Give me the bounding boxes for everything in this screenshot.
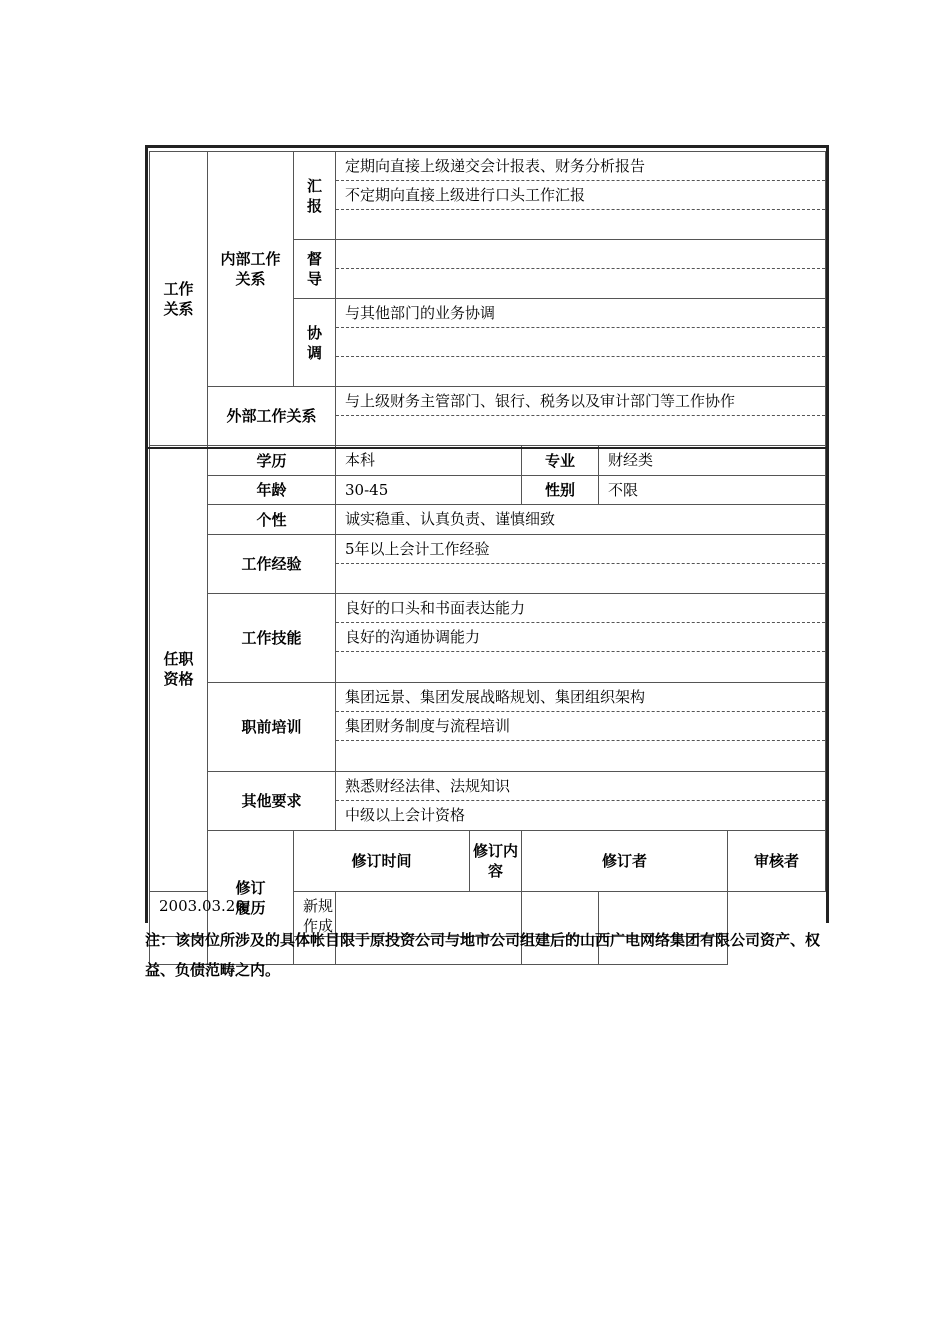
revision-category-line2: 履历 [235,898,266,917]
frame-right-border [826,145,829,923]
internal-relations-label-line2: 关系 [235,270,266,288]
supervise-line [336,269,825,298]
experience-line [336,564,825,593]
job-description-table [149,151,826,965]
training-line [336,741,825,770]
frame-top-border [145,145,829,148]
work-relations-category-line2: 关系 [163,299,194,318]
qualifications-category-line2: 资格 [163,669,194,688]
report-line [336,210,825,239]
other-requirements-line: 中级以上会计资格 [345,806,466,824]
supervise-label-char2: 导 [306,270,322,288]
external-lines [336,387,826,446]
age-label: 年龄 [208,476,336,505]
frame-left-border [145,145,148,923]
training-label: 职前培训 [208,683,336,772]
skills-line: 良好的沟通协调能力 [336,623,825,652]
coordinate-label-char1: 协 [306,323,322,342]
education-label: 学历 [208,446,336,476]
training-lines [336,683,826,772]
skills-label: 工作技能 [208,594,336,683]
education-value: 本科 [336,446,522,476]
report-line: 不定期向直接上级进行口头工作汇报 [336,181,825,210]
other-requirements-label: 其他要求 [208,772,336,831]
coordinate-label [294,299,336,387]
section-separator [145,447,829,449]
work-relations-category-line1: 工作 [163,279,194,298]
report-label [294,152,336,240]
skills-line: 良好的口头和书面表达能力 [336,594,825,623]
supervise-label-char1: 督 [306,250,322,268]
coordinate-line [336,328,825,357]
revision-header-reviewer: 审核者 [728,831,826,892]
internal-relations-label [208,152,294,387]
other-requirements-lines [336,772,826,831]
skills-line [336,652,825,681]
revision-cell-content: 新规作成 [294,892,336,937]
coordinate-lines [336,299,826,387]
report-label-char2: 报 [306,196,322,215]
supervise-line [336,240,825,269]
personality-value: 诚实稳重、认真负责、谨慎细致 [336,505,826,535]
personality-label: 个性 [208,505,336,535]
revision-header-reviser: 修订者 [522,831,728,892]
experience-lines [336,535,826,594]
experience-label: 工作经验 [208,535,336,594]
report-line: 定期向直接上级递交会计报表、财务分析报告 [336,152,825,181]
major-label: 专业 [522,446,599,476]
age-value: 30-45 [336,476,522,505]
qualifications-category [150,446,208,892]
supervise-label [294,240,336,299]
experience-line: 5年以上会计工作经验 [336,535,825,564]
revision-cell-time: 2003.03.20 [150,892,294,937]
revision-header-content: 修订内容 [470,831,522,892]
training-line: 集团远景、集团发展战略规划、集团组织架构 [336,683,825,712]
skills-lines [336,594,826,683]
external-line [336,416,825,445]
external-relations-label: 外部工作关系 [208,387,336,446]
work-relations-category [150,152,208,446]
report-lines [336,152,826,240]
internal-relations-label-line1: 内部工作 [220,250,281,268]
report-label-char1: 汇 [306,176,322,195]
job-description-sheet [145,145,829,935]
external-line: 与上级财务主管部门、银行、税务以及审计部门等工作协作 [336,387,825,416]
training-line: 集团财务制度与流程培训 [336,712,825,741]
qualifications-category-line1: 任职 [163,649,194,668]
other-requirements-line: 熟悉财经法律、法规知识 [336,772,825,801]
footnote: 注：该岗位所涉及的具体帐目限于原投资公司与地市公司组建后的山西广电网络集团有限公司资产、权益、负债范畴之内。 [145,931,821,979]
coordinate-line: 与其他部门的业务协调 [336,299,825,328]
revision-category-line1: 修订 [235,878,266,897]
major-value: 财经类 [599,446,826,476]
coordinate-label-char2: 调 [306,343,322,362]
gender-value: 不限 [599,476,826,505]
coordinate-line [336,357,825,386]
revision-header-time: 修订时间 [294,831,470,892]
gender-label: 性别 [522,476,599,505]
supervise-lines [336,240,826,299]
